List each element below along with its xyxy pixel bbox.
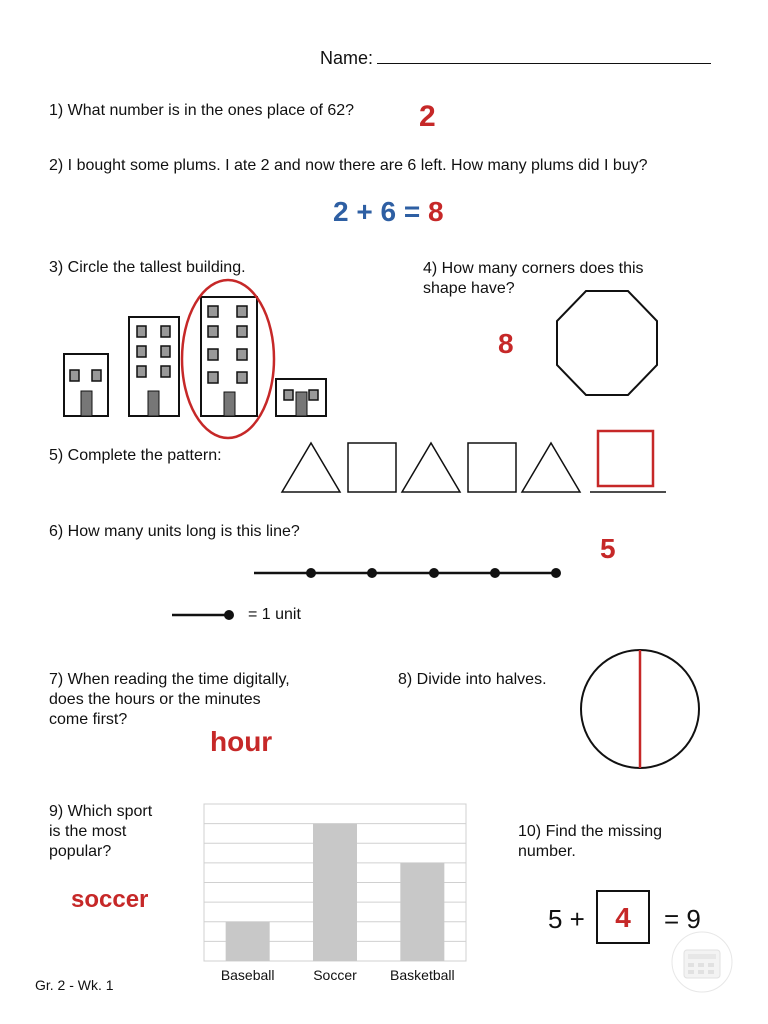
equation-2-left: 2 + 6 = <box>333 196 421 227</box>
pattern-triangle-3 <box>522 443 580 492</box>
x-tick-label: Basketball <box>390 967 455 983</box>
question-7-line1: 7) When reading the time digitally, <box>49 671 290 688</box>
grade-week-label: Gr. 2 - Wk. 1 <box>35 977 114 993</box>
question-10 <box>518 822 662 862</box>
answer-7: hour <box>210 726 273 757</box>
x-tick-label: Baseball <box>220 967 275 983</box>
question-4-line1: 4) How many corners does this <box>423 260 644 277</box>
name-label: Name: <box>320 48 374 68</box>
question-9-line3: popular? <box>49 843 112 860</box>
octagon-shape <box>556 290 658 396</box>
building-medium <box>129 317 179 416</box>
bar-soccer <box>313 824 357 961</box>
question-10-line2: number. <box>518 843 576 860</box>
question-5: 5) Complete the pattern: <box>49 447 222 464</box>
equation-10-right: = 9 <box>664 904 701 934</box>
answer-4: 8 <box>498 328 514 359</box>
unit-legend-label: = 1 unit <box>248 606 301 623</box>
question-7-line3: come first? <box>49 711 128 728</box>
question-1: 1) What number is in the ones place of 62? <box>49 102 355 119</box>
building-small <box>64 354 108 416</box>
sports-bar-chart <box>200 800 470 990</box>
name-field <box>320 47 711 68</box>
question-9-line1: 9) Which sport <box>49 803 153 820</box>
question-7 <box>49 670 290 730</box>
question-6: 6) How many units long is this line? <box>49 523 300 540</box>
pattern-triangle-2 <box>402 443 460 492</box>
unit-line <box>250 562 565 584</box>
circle-shape <box>579 648 703 772</box>
question-3: 3) Circle the tallest building. <box>49 259 246 276</box>
answer-9: soccer <box>71 886 149 913</box>
name-line <box>377 47 711 64</box>
question-4-line2: shape have? <box>423 280 515 297</box>
building-tallest <box>201 297 257 416</box>
pattern-square-2 <box>468 443 516 492</box>
equation-10-left: 5 + <box>548 904 585 934</box>
x-tick-label: Soccer <box>313 967 357 983</box>
question-8: 8) Divide into halves. <box>398 671 547 688</box>
pattern-square-1 <box>348 443 396 492</box>
question-2: 2) I bought some plums. I ate 2 and now there are 6 left. How many plums did I buy? <box>49 157 648 174</box>
answer-2: 8 <box>427 196 444 227</box>
pattern-triangle-1 <box>282 443 340 492</box>
question-9-line2: is the most <box>49 823 127 840</box>
buildings-figure <box>55 278 335 443</box>
answer-square <box>598 431 653 486</box>
question-9 <box>49 802 152 862</box>
answer-6: 5 <box>600 533 616 564</box>
answer-1: 2 <box>419 100 436 133</box>
question-7-line2: does the hours or the minutes <box>49 691 261 708</box>
answer-10: 4 <box>615 902 631 933</box>
unit-legend-line <box>170 605 240 625</box>
watermark-logo <box>664 926 740 990</box>
equation-2 <box>333 196 444 228</box>
bar-baseball <box>226 922 270 961</box>
question-10-line1: 10) Find the missing <box>518 823 663 840</box>
pattern-shapes <box>278 428 673 496</box>
bar-basketball <box>400 863 444 961</box>
building-short <box>276 379 326 416</box>
